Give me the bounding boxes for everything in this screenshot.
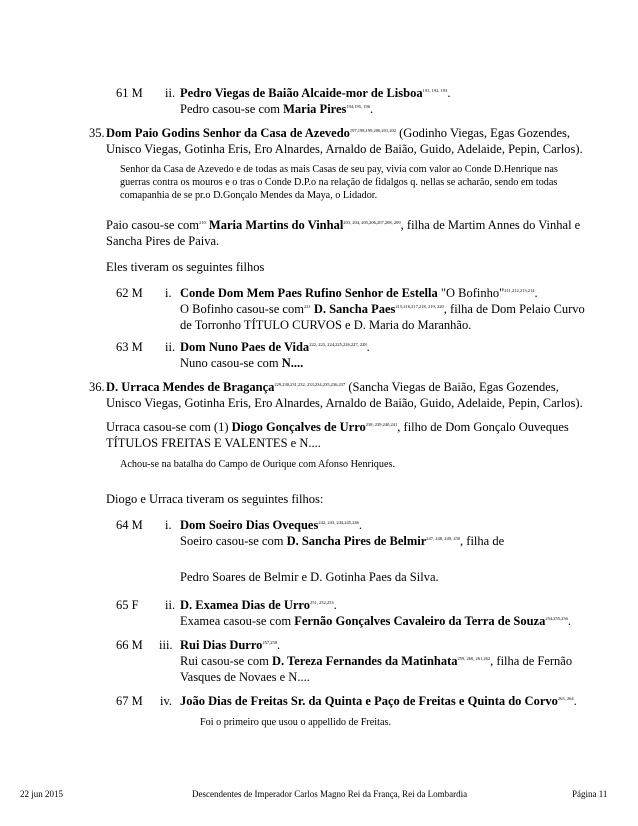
footnote-ref: 254,255,256 bbox=[545, 615, 568, 621]
spouse-name: Maria Martins do Vinhal bbox=[208, 218, 344, 232]
entry-66-line3: Vasques de Novaes e N.... bbox=[180, 670, 310, 684]
entry-36-children-intro: Diogo e Urraca tiveram os seguintes filhos: bbox=[106, 492, 324, 506]
entry-61-roman: ii. bbox=[165, 86, 176, 100]
entry-35-marriage-2: Sancha Pires de Paiva. bbox=[106, 234, 220, 248]
entry-67-roman: iv. bbox=[160, 694, 173, 708]
entry-62-line3: de Torronho TÍTULO CURVOS e D. Maria do Maranhão. bbox=[180, 318, 472, 332]
entry-36-line2: Unisco Viegas, Gotinha Eris, Ero Alnardes, Arnaldo de Baião, Guido, Adelaide, Pepin, Carlos). bbox=[106, 396, 583, 410]
footnote-ref: 251, 252,253 bbox=[309, 599, 334, 605]
footer-date: 22 jun 2015 bbox=[20, 789, 64, 799]
footnote-ref: 194,195, 196 bbox=[346, 103, 371, 109]
entry-66-roman: iii. bbox=[159, 638, 173, 652]
footer-title: Descendentes de Imperador Carlos Magno Rei da França, Rei da Lombardia bbox=[192, 789, 468, 799]
entry-36-marriage-1: Urraca casou-se com (1) Diogo Gonçalves de Urro$^{238, 239,240,241}$, filho de Dom Gonçalo Ouveques bbox=[106, 420, 569, 434]
entry-36-note: Achou-se na batalha do Campo de Ourique com Afonso Henriques. bbox=[120, 459, 395, 470]
footnote-ref: 211,212,213,214 bbox=[504, 287, 535, 293]
entry-64-line3: Pedro Soares de Belmir e D. Gotinha Paes da Silva. bbox=[180, 570, 439, 584]
entry-67-line1: João Dias de Freitas Sr. da Quinta e Paço de Freitas e Quinta do Corvo$^{263, 264}$. bbox=[180, 694, 577, 708]
person-name: Conde Dom Mem Paes Rufino Senhor de Estella bbox=[180, 286, 438, 300]
person-name: João Dias de Freitas Sr. da Quinta e Paço de Freitas e Quinta do Corvo bbox=[180, 694, 558, 708]
entry-65-number: 65 F bbox=[116, 598, 139, 612]
entry-66-number: 66 M bbox=[116, 638, 143, 652]
entry-35-note-1: Senhor da Casa de Azevedo e de todas as mais Casas de seu pay, vivia com valor ao Conde D.Henrique nas bbox=[120, 164, 558, 175]
entry-62-roman: i. bbox=[165, 286, 172, 300]
entry-36-line1: D. Urraca Mendes de Bragança$^{229,230,231,232, 233,234,235,236,237}$ (Sancha Viegas de Baião, Egas Gozendes, bbox=[106, 380, 559, 394]
entry-35-marriage-1: Paio casou-se com$^{210}$ Maria Martins do Vinhal$^{203, 204, 205,206,207,208, 209}$, filha de Martim Annes do Vinhal e bbox=[106, 218, 581, 232]
entry-35-children-intro: Eles tiveram os seguintes filhos bbox=[106, 260, 265, 274]
person-name: D. Examea Dias de Urro bbox=[180, 598, 310, 612]
entry-65-line1: D. Examea Dias de Urro$^{251, 252,253}$. bbox=[180, 598, 337, 612]
entry-35-note-3: comapanhia de se pr.o D.Gonçalo Mendes da Maya, o Lidador. bbox=[120, 190, 378, 201]
entry-62-number: 62 M bbox=[116, 286, 143, 300]
person-name: D. Urraca Mendes de Bragança bbox=[106, 380, 275, 394]
entry-63-line2: Nuno casou-se com N.... bbox=[180, 356, 304, 370]
entry-63-number: 63 M bbox=[116, 340, 143, 354]
footnote-ref: 197,198,199,200,201,202 bbox=[349, 127, 397, 133]
entry-64-number: 64 M bbox=[116, 518, 143, 532]
entry-62-line2: O Bofinho casou-se com$^{221}$ D. Sancha Paes$^{215,216,217,218, 219, 220}$, filha de Dom Pelaio Curvo bbox=[180, 302, 585, 316]
footnote-ref: 247, 248, 249, 250 bbox=[426, 535, 461, 541]
person-name: Pedro Viegas de Baião Alcaide-mor de Lisboa bbox=[180, 86, 423, 100]
footnote-ref: 238, 239,240,241 bbox=[365, 421, 398, 427]
entry-64-roman: i. bbox=[165, 518, 172, 532]
spouse-name: D. Sancha Pires de Belmir bbox=[286, 534, 427, 548]
footnote-ref: 203, 204, 205,206,207,208, 209 bbox=[343, 219, 401, 225]
spouse-name: N.... bbox=[281, 356, 304, 370]
spouse-name: Maria Pires bbox=[283, 102, 347, 116]
entry-35-line1: Dom Paio Godins Senhor da Casa de Azevedo$^{197,198,199,200,201,202}$ (Godinho Viegas, Egas Gozendes, bbox=[106, 126, 570, 140]
entry-67-number: 67 M bbox=[116, 694, 143, 708]
footnote-ref: 242, 243, 244,245,246 bbox=[318, 519, 359, 525]
entry-64-line2: Soeiro casou-se com D. Sancha Pires de Belmir$^{247, 248, 249, 250}$, filha de bbox=[180, 534, 505, 548]
entry-65-roman: ii. bbox=[165, 598, 176, 612]
entry-61-line1: Pedro Viegas de Baião Alcaide-mor de Lisboa$^{191, 192, 193}$. bbox=[180, 86, 451, 100]
entry-36-marriage-2: TÍTULOS FREITAS E VALENTES e N.... bbox=[106, 436, 321, 450]
entry-61-line2: Pedro casou-se com Maria Pires$^{194,195, 196}$. bbox=[180, 102, 374, 116]
entry-61-number: 61 M bbox=[116, 86, 143, 100]
footnote-ref: 221 bbox=[303, 303, 311, 309]
entry-36-number: 36. bbox=[89, 380, 105, 394]
spouse-name: D. Tereza Fernandes da Matinhata bbox=[272, 654, 458, 668]
person-name: Rui Dias Durro bbox=[180, 638, 263, 652]
footnote-ref: 191, 192, 193 bbox=[422, 87, 448, 93]
entry-63-line1: Dom Nuno Paes de Vida$^{222, 223, 224,225,226,227, 228}$. bbox=[180, 340, 370, 354]
spouse-name: Diogo Gonçalves de Urro bbox=[231, 420, 366, 434]
entry-35-note-2: guerras contra os mouros e o tras o Conde D.P.o na relação de fidalgos q. nellas se acharão, sendo em todas bbox=[120, 177, 558, 188]
spouse-name: Fernão Gonçalves Cavaleiro da Terra de Souza bbox=[294, 614, 546, 628]
entry-35-number: 35. bbox=[89, 126, 105, 140]
entry-66-line1: Rui Dias Durro$^{257,258}$. bbox=[180, 638, 281, 652]
footnote-ref: 215,216,217,218, 219, 220 bbox=[395, 303, 444, 309]
entry-66-line2: Rui casou-se com D. Tereza Fernandes da Matinhata$^{259, 260, 261,262}$, filha de Fernão bbox=[180, 654, 573, 668]
entry-64-line1: Dom Soeiro Dias Oveques$^{242, 243, 244,245,246}$. bbox=[180, 518, 362, 532]
footnote-ref: 222, 223, 224,225,226,227, 228 bbox=[309, 341, 367, 347]
footer-page-number: Página 11 bbox=[572, 789, 608, 799]
entry-67-note: Foi o primeiro que usou o appellido de Freitas. bbox=[200, 717, 391, 728]
entry-62-line1: Conde Dom Mem Paes Rufino Senhor de Estella "O Bofinho"$^{211,212,213,214}$. bbox=[180, 286, 538, 300]
person-name: Dom Nuno Paes de Vida bbox=[180, 340, 310, 354]
entry-65-line2: Examea casou-se com Fernão Gonçalves Cavaleiro da Terra de Souza$^{254,255,256}$. bbox=[180, 614, 571, 628]
footnote-ref: 259, 260, 261,262 bbox=[457, 655, 491, 661]
footnote-ref: 229,230,231,232, 233,234,235,236,237 bbox=[274, 381, 346, 387]
footnote-ref: 210 bbox=[199, 219, 206, 225]
person-name: Dom Paio Godins Senhor da Casa de Azevedo bbox=[106, 126, 350, 140]
entry-35-line2: Unisco Viegas, Gotinha Eris, Ero Alnardes, Arnaldo de Baião, Guido, Adelaide, Pepin, Carlos). bbox=[106, 142, 583, 156]
footnote-ref: 257,258 bbox=[262, 639, 278, 645]
footnote-ref: 263, 264 bbox=[557, 695, 574, 701]
entry-63-roman: ii. bbox=[165, 340, 176, 354]
spouse-name: D. Sancha Paes bbox=[313, 302, 396, 316]
person-name: Dom Soeiro Dias Oveques bbox=[180, 518, 319, 532]
